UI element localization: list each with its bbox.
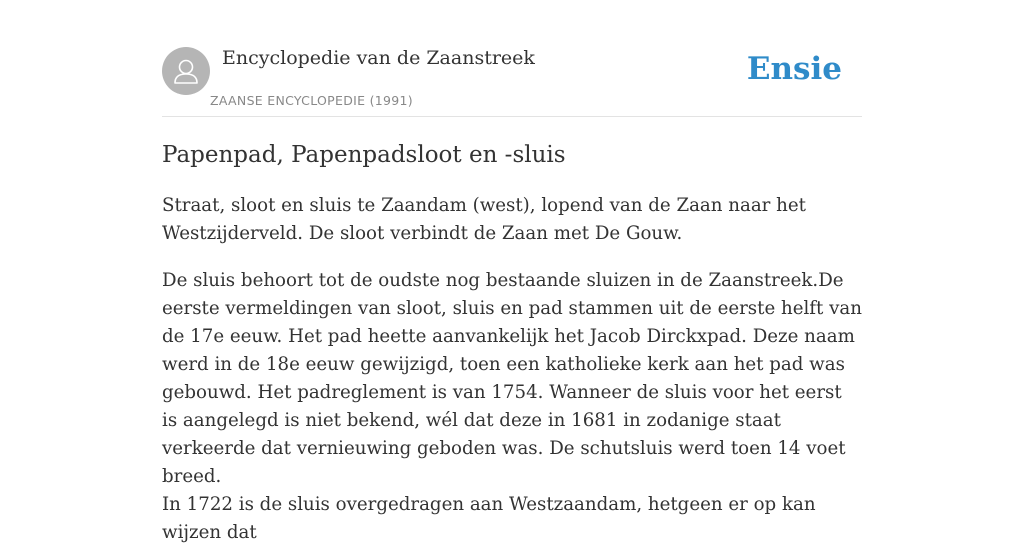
article-paragraph: De sluis behoort tot de oudste nog bestaande sluizen in de Zaanstreek.De eerste vermeldingen van sloot, sluis en pad stammen uit de eerste helft van de 17e eeuw. Het pad heette aanvankelijk het Jacob Dirckxpad. Deze naam werd in de 18e eeuw gewijzigd, toen een katholieke kerk aan het pad was gebouwd. Het padreglement is van 1754. Wanneer de sluis voor het eerst is aangelegd is niet bekend, wél dat deze in 1681 in zodanige staat verkeerde dat vernieuwing geboden was. De schutsluis werd toen 14 voet breed. [162, 270, 862, 487]
source-subtitle: ZAANSE ENCYCLOPEDIE (1991) [210, 93, 413, 108]
article-title: Papenpad, Papenpadsloot en -sluis [162, 142, 566, 168]
article-paragraph: Straat, sloot en sluis te Zaandam (west), lopend van de Zaan naar het Westzijderveld. De sloot verbindt de Zaan met De Gouw. [162, 195, 806, 244]
ensie-logo[interactable]: Ensie [746, 51, 842, 87]
source-title[interactable]: Encyclopedie van de Zaanstreek [222, 47, 535, 69]
page-container [162, 0, 862, 543]
source-header [162, 0, 862, 117]
article-paragraph: In 1722 is de sluis overgedragen aan Westzaandam, hetgeen er op kan wijzen dat [162, 494, 816, 543]
user-icon [162, 47, 210, 95]
source-avatar[interactable] [162, 47, 210, 95]
